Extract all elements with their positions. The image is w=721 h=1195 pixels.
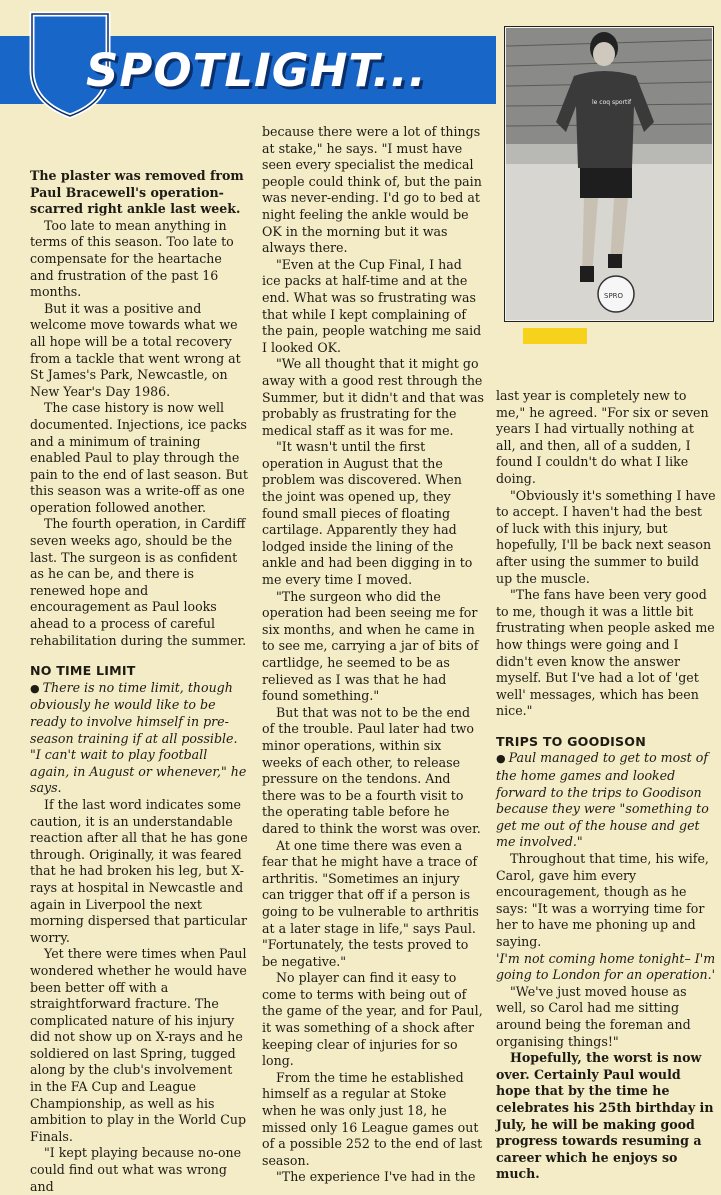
bullet-icon: ● <box>30 681 40 695</box>
subhead-trips-to-goodison: TRIPS TO GOODISON <box>496 733 646 749</box>
article-column-3 <box>496 388 716 1183</box>
paragraph: But it was a positive and welcome move towards what we all hope will be a total recovery from a tackle that went wrong at St James's Park, Newcastle, on New Year's Day 1986. <box>30 300 241 399</box>
photo-tab <box>523 328 587 344</box>
paragraph: Yet there were times when Paul wondered whether he would have been better off with a straightforward fracture. The complicated nature of his injury did not show up on X-rays and he soldiered on last Spring, tugged along by the club's involvement in the FA Cup and League Championship, as well as his ambition to play in the World Cup Finals. <box>30 946 247 1144</box>
article-column-1 <box>30 168 248 1195</box>
shirt-logo: le coq sportif <box>592 99 632 106</box>
paragraph: The fourth operation, in Cardiff seven weeks ago, should be the last. The surgeon is as confident as he can be, and there is renewed hope and encouragement as Paul looks ahead to a process of careful rehabilitation during the summer. <box>30 516 247 648</box>
paragraph: "The fans have been very good to me, though it was a little bit frustrating when people asked me how things were going and I didn't even know the answer myself. But I've had a lot of 'get well' messages, which has been nice." <box>496 587 715 719</box>
pullquote <box>30 680 248 797</box>
closing-paragraph: Hopefully, the worst is now over. Certainly Paul would hope that by the time he celebrates his 25th birthday in July, he will be making good progress towards resuming a career which he enjoys so much. <box>496 1050 714 1182</box>
paragraph: "I kept playing because no-one could find out what was wrong and <box>30 1145 242 1194</box>
paragraph: "Even at the Cup Final, I had ice packs at half-time and at the end. What was so frustrating was that while I kept complaining of the pain, people watching me said I looked OK. <box>262 256 482 355</box>
article-column-2 <box>262 124 484 1186</box>
player-photo <box>496 20 721 330</box>
paragraph: "Obviously it's something I have to accept. I haven't had the best of luck with this injury, but hopefully, I'll be back next season after using the summer to build up the muscle. <box>496 487 716 586</box>
paragraph: At one time there was even a fear that he might have a trace of arthritis. "Sometimes an injury can trigger that off if a person is going to be vulnerable to arthritis at a later stage in life," says Paul. "Fortunately, the tests proved to be negative." <box>262 837 479 969</box>
pullquote-text: There is no time limit, though obviously he would like to be ready to involve himself in pre-season training if at all possible. "I can't wait to play football again, in August or whenever," he says. <box>30 679 247 796</box>
paragraph: "We've just moved house as well, so Carol had me sitting around being the foreman and organising things!" <box>496 983 691 1049</box>
paragraph: "The surgeon who did the operation had been seeing me for six months, and when he came in to see me, carrying a jar of bits of cartlidge, he seemed to be as relieved as I was that he had found something." <box>262 588 479 704</box>
paragraph: If the last word indicates some caution, it is an understandable reaction after all that he has gone through. Originally, it was feared that he had broken his leg, but X-rays at hospital in Newcastle and again in Liverpool the next morning dispersed that particular worry. <box>30 796 248 945</box>
page-title: SPOTLIGHT... <box>86 44 427 97</box>
paragraph: From the time he established himself as a regular at Stoke when he was only just 18, he missed only 16 League games out of a possible 252 to the end of last season. <box>262 1069 483 1168</box>
ball-logo: SPRO <box>604 292 624 300</box>
paragraph: "It wasn't until the first operation in August that the problem was discovered. When the joint was opened up, they found small pieces of floating cartilage. Apparently they had lodged inside the lining of the ankle and had been digging in to me every time I moved. <box>262 439 473 588</box>
pullquote-text: Paul managed to get to most of the home games and looked forward to the trips to Goodison because they were "something to get me out of the house and get me involved." <box>496 750 709 850</box>
paragraph: No player can find it easy to come to terms with being out of the game of the year, and for Paul, it was something of a shock after keeping clear of injuries for so long. <box>262 970 483 1069</box>
paragraph: because there were a lot of things at stake," he says. "I must have seen every specialist the medical people could think of, but the pain was never-ending. I'd go to bed at night feeling the ankle would be OK in the morning but it was always there. <box>262 124 482 256</box>
subhead-no-time-limit: NO TIME LIMIT <box>30 663 136 679</box>
paragraph: "We all thought that it might go away with a good rest through the Summer, but it didn't and that was probably as frustrating for the medical staff as it was for me. <box>262 356 485 438</box>
paragraph: But that was not to be the end of the trouble. Paul later had two minor operations, within six weeks of each other, to release pressure on the tendons. And there was to be a fourth visit to the operating table before he dared to think the worst was over. <box>262 704 481 836</box>
paragraph: "The experience I've had in the <box>276 1169 476 1185</box>
paragraph: Too late to mean anything in terms of this season. Too late to compensate for the heartache and frustration of the past 16 months. <box>30 217 234 300</box>
paragraph: 'I'm not coming home tonight– I'm going to London for an operation.' <box>496 950 716 983</box>
pullquote <box>496 750 716 851</box>
paragraph: The case history is now well documented. Injections, ice packs and a minimum of training enabled Paul to play through the pain to the end of last season. But this season was a write-off as one operation followed another. <box>30 400 248 515</box>
bullet-icon: ● <box>496 752 506 766</box>
paragraph: Throughout that time, his wife, Carol, gave him every encouragement, though as he says: "It was a worrying time for her to have me phoning up and saying. <box>496 851 709 949</box>
paragraph: last year is completely new to me," he agreed. "For six or seven years I had virtually nothing at all, and then, all of a sudden, I found I couldn't do what I like doing. <box>496 388 709 486</box>
article-lead: The plaster was removed from Paul Bracewell's operation-scarred right ankle last week. <box>30 168 244 217</box>
